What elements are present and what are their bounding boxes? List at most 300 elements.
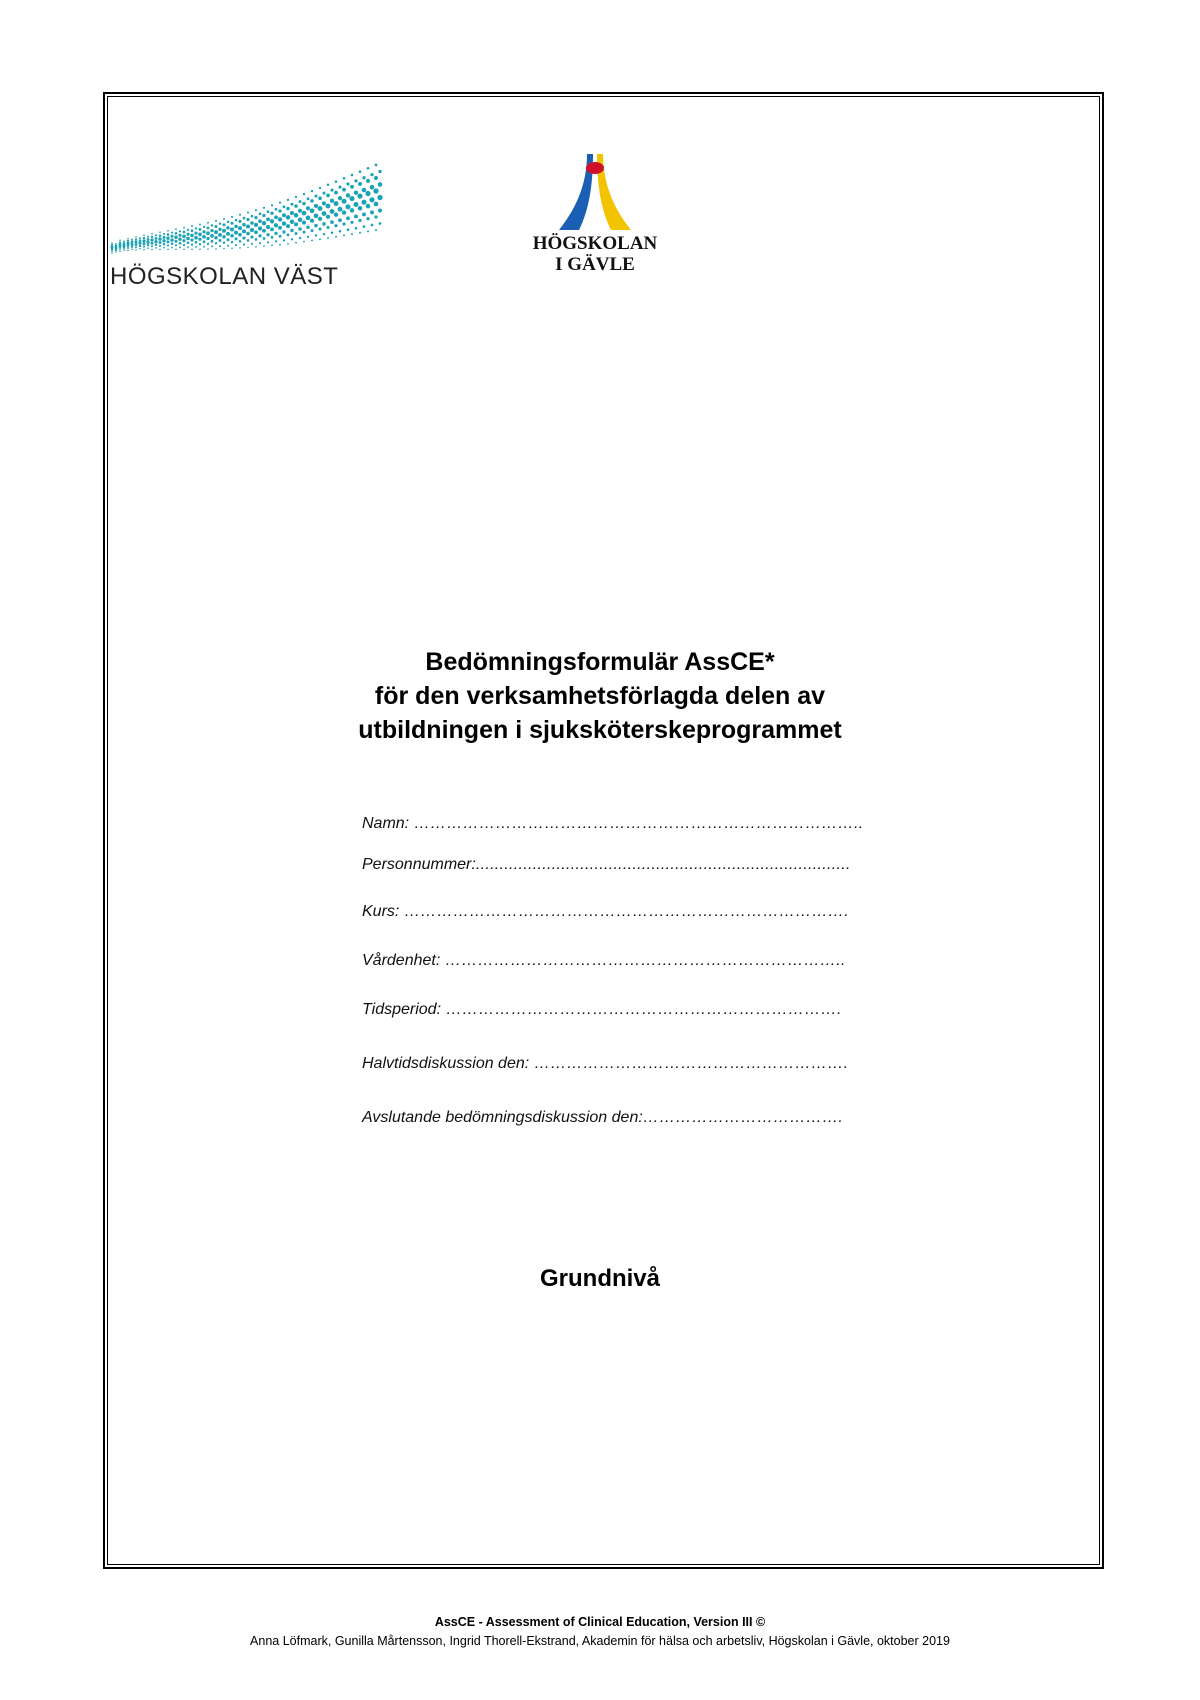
logo-dot xyxy=(379,222,382,225)
logo-dot xyxy=(350,185,354,189)
logo-dot xyxy=(290,229,293,232)
logo-dot xyxy=(314,204,318,208)
logo-dot xyxy=(219,222,221,224)
logo-dot xyxy=(359,170,362,173)
logo-dot xyxy=(283,239,285,241)
logo-dot xyxy=(226,232,230,236)
logo-dot xyxy=(139,237,141,239)
logo-dot xyxy=(183,231,186,234)
logo-dot xyxy=(191,225,193,227)
logo-dot xyxy=(246,218,249,221)
logo-dot xyxy=(318,206,323,211)
logo-dot xyxy=(342,222,345,225)
logo-dot xyxy=(159,231,161,233)
logo-dot xyxy=(219,245,221,247)
logo-dot xyxy=(367,230,369,232)
logo-dot xyxy=(166,237,169,240)
logo-dot xyxy=(330,189,333,192)
logo-dot xyxy=(175,249,177,251)
logo-dot xyxy=(223,248,225,250)
logo-dot xyxy=(282,221,286,225)
logo-dot xyxy=(238,233,242,237)
logo-dot xyxy=(326,226,329,229)
logo-dot xyxy=(123,249,125,251)
logo-dot xyxy=(119,248,121,250)
logo-dot xyxy=(323,233,325,235)
logo-dot xyxy=(203,240,206,243)
logo-dot xyxy=(278,209,281,212)
logo-dot xyxy=(191,229,194,232)
logo-dot xyxy=(307,197,310,200)
logo-dot xyxy=(135,238,137,240)
logo-dot xyxy=(218,233,222,237)
logo-dot xyxy=(330,220,334,224)
logo-dot xyxy=(298,227,301,230)
logo-dot xyxy=(198,233,202,237)
logo-dot xyxy=(362,188,367,193)
field-halvtidsdiskussion[interactable] xyxy=(362,1055,848,1073)
logo-dot xyxy=(286,215,290,219)
logo-dot xyxy=(350,221,353,224)
logo-dot xyxy=(115,249,117,251)
logo-dot xyxy=(375,229,377,231)
logo-dot xyxy=(135,236,137,238)
logo-dot xyxy=(123,247,125,249)
logo-dot xyxy=(111,252,113,254)
logo-dot xyxy=(251,215,254,218)
logo-dot xyxy=(174,236,177,239)
logo-dot xyxy=(375,164,378,167)
logo-dot xyxy=(299,237,301,239)
logo-dot xyxy=(238,226,242,230)
logo-dot xyxy=(267,241,269,243)
logo-dot xyxy=(230,228,234,232)
logo-dot xyxy=(335,236,337,238)
logo-dot xyxy=(318,196,322,200)
logo-dot xyxy=(298,218,303,223)
logo-dot xyxy=(135,243,138,246)
logo-dot xyxy=(179,246,181,248)
logo-dot xyxy=(250,221,254,225)
field-label: Avslutande bedömningsdiskussion den: xyxy=(362,1109,643,1126)
logo-dot xyxy=(295,196,297,198)
logo-dot xyxy=(195,241,198,244)
logo-dot xyxy=(127,240,129,242)
logo-dot xyxy=(219,239,222,242)
logo-dot xyxy=(239,214,241,216)
logo-dot xyxy=(287,199,289,201)
logo-dot xyxy=(358,206,363,211)
logo-dot xyxy=(339,230,342,233)
logo-dot xyxy=(143,249,145,251)
logo-dot xyxy=(278,226,282,230)
field-dots: ............................................................................... xyxy=(475,856,851,873)
logo-dot xyxy=(374,202,379,207)
logo-dot xyxy=(215,220,217,222)
logo-dot xyxy=(326,215,330,219)
logo-dot xyxy=(163,233,165,235)
logo-dot xyxy=(130,243,133,246)
field-label: Namn: xyxy=(362,815,410,832)
logo-dot xyxy=(174,240,177,243)
logo-dot xyxy=(302,221,306,225)
logo-dot xyxy=(366,204,371,209)
logo-dot xyxy=(346,204,351,209)
logo-dot xyxy=(243,217,246,220)
logo-dot xyxy=(326,204,331,209)
logo-dot xyxy=(171,247,173,249)
logo-dot xyxy=(349,196,354,201)
logo-dot xyxy=(342,188,346,192)
logo-dot xyxy=(211,240,214,243)
field-label: Halvtidsdiskussion den: xyxy=(362,1055,530,1072)
logo-dot xyxy=(302,211,307,216)
logo-dot xyxy=(179,242,182,245)
logo-dot xyxy=(271,236,274,239)
logo-dot xyxy=(310,219,314,223)
logo-dot xyxy=(374,215,377,218)
logo-dot xyxy=(246,232,250,236)
logo-dot xyxy=(338,218,342,222)
logo-dot xyxy=(310,199,314,203)
logo-dot xyxy=(255,209,257,211)
logo-dot xyxy=(131,246,133,248)
logo-dot xyxy=(167,245,169,247)
logo-dot xyxy=(259,213,262,216)
logo-dot xyxy=(271,204,273,206)
field-dots: ………………………………………………………………………. xyxy=(399,903,849,920)
logo-dot xyxy=(187,229,189,231)
logo-dot xyxy=(315,195,318,198)
logo-dot xyxy=(295,242,297,244)
logo-dot xyxy=(354,214,358,218)
logo-dot xyxy=(366,217,369,220)
logo-dot xyxy=(163,236,166,239)
logo-dot xyxy=(234,225,238,229)
logo-dot xyxy=(362,212,366,216)
logo-dot xyxy=(294,222,298,226)
logo-dot xyxy=(227,245,229,247)
logo-dot xyxy=(155,237,158,240)
logo-dot xyxy=(167,249,169,251)
logo-dot xyxy=(123,240,125,242)
logo-dot xyxy=(378,209,382,213)
logo-dot xyxy=(358,182,362,186)
logo-dot xyxy=(139,239,142,242)
logo-dot xyxy=(183,244,185,246)
logo-dot xyxy=(191,249,193,251)
logo-dot xyxy=(138,242,141,245)
field-avslutande-diskussion[interactable] xyxy=(362,1109,843,1127)
logo-dot xyxy=(199,228,202,231)
logo-dot xyxy=(235,219,238,222)
logo-dot xyxy=(310,208,315,213)
logo-dot xyxy=(359,232,361,234)
logo-dot xyxy=(214,236,217,239)
logo-dot xyxy=(319,238,321,240)
logo-dot xyxy=(374,176,378,180)
logo-dot xyxy=(183,227,185,229)
logo-dot xyxy=(286,224,290,228)
field-label: Kurs: xyxy=(362,903,400,920)
logo-dot xyxy=(127,244,130,247)
logo-dot xyxy=(286,207,289,210)
logo-dot xyxy=(127,250,129,252)
logo-dot xyxy=(290,220,294,224)
logo-dot xyxy=(326,194,330,198)
field-vardenhet[interactable] xyxy=(362,952,846,970)
logo-dot xyxy=(142,239,145,242)
logo-dot xyxy=(343,234,345,236)
logo-dot xyxy=(230,222,233,225)
logo-dot xyxy=(250,228,254,232)
logo-dot xyxy=(357,194,362,199)
logo-dot xyxy=(199,248,201,250)
logo-dot xyxy=(365,191,370,196)
logo-dot xyxy=(222,229,226,233)
field-tidsperiod[interactable] xyxy=(362,1001,842,1019)
logo-dot xyxy=(170,238,173,241)
logo-dot xyxy=(354,190,358,194)
logo-dot xyxy=(234,231,238,235)
logo-dot xyxy=(262,221,266,225)
footer-line-1: AssCE - Assessment of Clinical Education, Version III © xyxy=(434,1615,766,1629)
logo-dot xyxy=(322,192,325,195)
logo-dot xyxy=(175,244,177,246)
field-kurs[interactable] xyxy=(362,903,849,921)
logo-dot xyxy=(115,243,117,245)
logo-dot xyxy=(330,209,335,214)
logo-dot xyxy=(146,241,149,244)
logo-dot xyxy=(206,231,210,235)
logo-dot xyxy=(119,245,122,248)
logo-dot xyxy=(150,238,153,241)
logo-dot xyxy=(234,237,237,240)
logo-right-line1: HÖGSKOLAN xyxy=(532,233,658,254)
logo-dot xyxy=(206,237,209,240)
logo-dot xyxy=(151,249,153,251)
logo-dot xyxy=(338,186,341,189)
hogskolan-gavle-logo xyxy=(520,150,670,280)
logo-dot xyxy=(223,241,225,243)
logo-dot xyxy=(307,236,309,238)
logo-dot xyxy=(367,167,370,170)
logo-dot xyxy=(190,234,194,238)
logo-dot xyxy=(202,235,206,239)
logo-dot xyxy=(155,234,157,236)
logo-dot xyxy=(127,238,129,240)
logo-dot xyxy=(334,224,337,227)
field-label: Personnummer: xyxy=(362,856,476,873)
logo-dot xyxy=(223,218,225,220)
logo-dot xyxy=(207,222,209,224)
logo-dot xyxy=(335,180,338,183)
logo-dot xyxy=(215,242,217,244)
logo-dot xyxy=(231,248,233,250)
logo-dot xyxy=(279,235,282,238)
logo-dot xyxy=(327,184,330,187)
level-heading: Grundnivå xyxy=(539,1265,660,1292)
logo-dot xyxy=(195,227,197,229)
logo-dot xyxy=(358,219,361,222)
logo-dot xyxy=(369,197,374,202)
logo-dot xyxy=(302,202,306,206)
logo-dot xyxy=(171,235,174,238)
logo-dot xyxy=(334,201,339,206)
logo-dot xyxy=(211,245,213,247)
logo-dot xyxy=(274,215,278,219)
logo-dot xyxy=(194,236,198,240)
logo-dot xyxy=(274,223,278,227)
logo-dot xyxy=(127,247,129,249)
logo-dot xyxy=(346,182,349,185)
logo-dot xyxy=(262,214,265,217)
logo-dot xyxy=(242,229,246,233)
field-dots: ……………………………………………………………….. xyxy=(440,952,846,969)
logo-dot xyxy=(314,224,318,228)
logo-dot xyxy=(235,244,237,246)
logo-dot xyxy=(318,217,322,221)
logo-dot xyxy=(279,201,281,203)
logo-dot xyxy=(254,216,257,219)
gavle-emblem-icon xyxy=(557,150,633,232)
logo-dot xyxy=(167,230,169,232)
logo-dot xyxy=(270,212,273,215)
logo-dot xyxy=(294,213,299,218)
logo-dot xyxy=(355,227,358,230)
logo-dot xyxy=(311,229,314,232)
logo-dot xyxy=(215,248,217,250)
logo-dot xyxy=(370,173,373,176)
logo-dot xyxy=(242,236,245,239)
logo-dot xyxy=(167,233,170,236)
logo-dot xyxy=(311,190,313,192)
logo-dot xyxy=(283,205,286,208)
logo-dot xyxy=(354,179,357,182)
logo-dot xyxy=(135,246,137,248)
logo-dot xyxy=(167,240,170,243)
title-line-3: utbildningen i sjuksköterskeprogrammet xyxy=(358,716,842,744)
logo-dot xyxy=(303,231,306,234)
logo-dot xyxy=(159,245,161,247)
logo-dot xyxy=(207,243,209,245)
logo-dot xyxy=(186,237,190,241)
logo-dot xyxy=(246,224,250,228)
logo-dot xyxy=(362,176,365,179)
logo-dot xyxy=(191,243,193,245)
logo-left-text: HÖGSKOLAN VÄST xyxy=(110,263,339,290)
logo-dot xyxy=(303,193,305,195)
logo-dot xyxy=(175,228,177,230)
logo-dot xyxy=(342,199,347,204)
logo-dot xyxy=(255,238,258,241)
logo-dot xyxy=(287,233,290,236)
logo-dot xyxy=(159,249,161,251)
logo-dot xyxy=(361,200,366,205)
logo-dot xyxy=(377,195,382,200)
logo-dot xyxy=(378,170,381,173)
logo-dot xyxy=(322,222,326,226)
logo-dot xyxy=(131,239,133,241)
logo-dot xyxy=(218,228,221,231)
logo-dot xyxy=(314,213,319,218)
logo-dot xyxy=(319,187,321,189)
logo-dot xyxy=(203,226,205,228)
logo-dot xyxy=(373,188,378,193)
logo-dot xyxy=(306,215,311,220)
logo-dot xyxy=(291,203,294,206)
logo-dot xyxy=(327,237,329,239)
logo-dot xyxy=(159,241,162,244)
field-namn[interactable] xyxy=(362,815,863,833)
logo-dot xyxy=(139,248,141,250)
logo-dot xyxy=(274,232,277,235)
logo-dot xyxy=(134,240,137,243)
logo-dot xyxy=(135,249,137,251)
logo-dot xyxy=(231,241,234,244)
logo-dot xyxy=(171,243,174,246)
logo-dot xyxy=(187,241,190,244)
logo-dot xyxy=(291,238,293,240)
logo-dot xyxy=(279,244,281,246)
logo-dot xyxy=(350,208,354,212)
field-label: Tidsperiod: xyxy=(362,1001,442,1018)
logo-dot xyxy=(194,232,197,235)
logo-dot xyxy=(186,233,189,236)
logo-dot xyxy=(363,225,366,228)
logo-dot xyxy=(231,216,233,218)
logo-dot xyxy=(242,223,246,227)
logo-dot xyxy=(222,235,225,238)
logo-dot xyxy=(315,234,317,236)
logo-dot xyxy=(178,234,181,237)
document-title xyxy=(200,645,1000,747)
logo-dot xyxy=(306,226,310,230)
logo-dot xyxy=(215,225,218,228)
logo-dot xyxy=(258,234,261,237)
logo-dot xyxy=(378,182,383,187)
field-dots: ………………………………. xyxy=(642,1109,844,1126)
logo-dot xyxy=(290,211,294,215)
logo-dot xyxy=(151,236,153,238)
logo-dot xyxy=(243,244,245,246)
logo-dot xyxy=(119,240,121,242)
logo-dot xyxy=(303,241,305,243)
logo-dot xyxy=(370,210,374,214)
dot-wave-icon xyxy=(108,155,388,265)
logo-dot xyxy=(299,200,302,203)
logo-dot xyxy=(342,210,346,214)
logo-dot xyxy=(159,234,162,237)
logo-dot xyxy=(259,242,261,244)
logo-dot xyxy=(251,243,253,245)
logo-dot xyxy=(202,230,205,233)
logo-dot xyxy=(238,220,241,223)
logo-dot xyxy=(143,234,145,236)
logo-dot xyxy=(119,250,121,252)
field-dots: ………………………………………………………………. xyxy=(441,1001,842,1018)
logo-dot xyxy=(263,237,266,240)
logo-dot xyxy=(295,232,298,235)
logo-dot xyxy=(182,235,186,239)
logo-dot xyxy=(247,247,249,249)
logo-dot xyxy=(322,201,326,205)
logo-dot xyxy=(147,236,149,238)
field-personnummer[interactable] xyxy=(362,856,851,874)
logo-dot xyxy=(199,224,201,226)
logo-dot xyxy=(179,230,181,232)
logo-dot xyxy=(318,227,321,230)
